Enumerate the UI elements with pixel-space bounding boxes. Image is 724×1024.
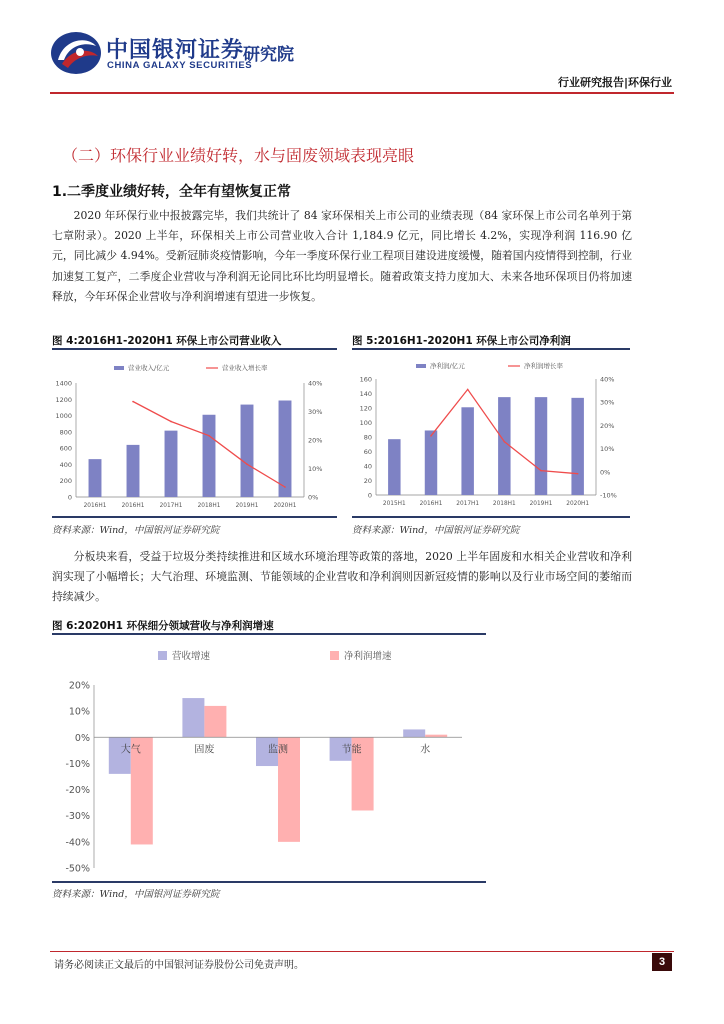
growth-point — [577, 473, 579, 475]
legend-swatch-series2 — [330, 651, 339, 660]
y-right-tick-label: -10% — [600, 491, 617, 500]
x-tick-label: 2018H1 — [197, 503, 221, 509]
section-title: （二）环保行业业绩好转，水与固废领域表现亮眼 — [62, 146, 415, 165]
growth-point — [504, 441, 506, 443]
y-right-tick-label: 20% — [308, 436, 323, 445]
figure4-caption: 图 4:2016H1-2020H1 环保上市公司营业收入 — [52, 335, 282, 347]
y-left-tick-label: 0 — [367, 491, 372, 500]
y-tick-label: 0% — [74, 732, 90, 744]
x-category-label: 大气 — [120, 744, 141, 756]
figure4-rule-bottom — [52, 516, 337, 518]
x-tick-label: 2019H1 — [235, 503, 259, 509]
y-tick-label: -40% — [65, 837, 90, 849]
y-tick-label: 20% — [68, 680, 90, 692]
y-left-tick-label: 800 — [59, 428, 72, 437]
figure6-caption: 图 6:2020H1 环保细分领域营收与净利润增速 — [52, 620, 274, 632]
y-left-tick-label: 40 — [363, 462, 372, 471]
y-left-tick-label: 0 — [67, 493, 72, 502]
footer-disclaimer: 请务必阅读正文最后的中国银河证券股份公司免责声明。 — [54, 960, 304, 971]
growth-point — [208, 435, 210, 437]
legend-label-bar: 营业收入/亿元 — [128, 364, 170, 372]
sub-title: 1.二季度业绩好转，全年有望恢复正常 — [52, 184, 292, 200]
y-left-tick-label: 400 — [59, 460, 72, 469]
legend-label-bar: 净利润/亿元 — [430, 362, 465, 370]
legend-swatch-bar — [114, 366, 124, 370]
figure5-rule-bottom — [352, 516, 630, 518]
x-tick-label: 2016H1 — [121, 503, 145, 509]
header-divider — [50, 92, 674, 94]
x-tick-label: 2018H1 — [492, 501, 516, 507]
growth-point — [467, 389, 469, 391]
y-left-tick-label: 20 — [363, 477, 372, 485]
bar — [127, 445, 140, 497]
y-left-tick-label: 120 — [359, 404, 372, 413]
y-left-tick-label: 200 — [59, 477, 72, 486]
legend-label-series1: 营收增速 — [172, 651, 211, 662]
x-category-label: 水 — [420, 744, 431, 756]
chart-figure4 — [52, 352, 337, 514]
y-left-tick-label: 600 — [59, 444, 72, 453]
galaxy-logo-icon — [50, 30, 102, 76]
x-tick-label: 2020H1 — [273, 503, 297, 509]
bar-series1 — [109, 737, 131, 774]
legend-swatch-series1 — [158, 651, 167, 660]
footer-divider — [50, 951, 674, 952]
x-tick-label: 2017H1 — [159, 503, 183, 509]
figure6-rule — [52, 633, 486, 635]
y-left-tick-label: 1000 — [55, 412, 72, 421]
y-right-tick-label: 0% — [600, 468, 611, 477]
y-right-tick-label: 30% — [308, 408, 323, 416]
bar-series1 — [182, 698, 204, 737]
legend-label-line: 营业收入增长率 — [222, 364, 268, 372]
report-type: 行业研究报告|环保行业 — [557, 76, 672, 89]
y-left-tick-label: 80 — [363, 433, 372, 442]
y-right-tick-label: 40% — [600, 375, 615, 384]
figure4-rule — [52, 348, 337, 350]
bar — [241, 405, 254, 497]
y-left-tick-label: 1400 — [55, 379, 72, 388]
y-left-tick-label: 160 — [359, 375, 372, 384]
bar — [535, 397, 547, 495]
x-category-label: 监测 — [268, 744, 288, 756]
y-right-tick-label: 20% — [600, 421, 615, 430]
growth-point — [430, 435, 432, 437]
y-right-tick-label: 30% — [600, 398, 615, 407]
bar-series1 — [403, 729, 425, 737]
page-number: 3 — [652, 953, 672, 971]
legend-label-series2: 净利润增速 — [344, 651, 392, 662]
bar — [89, 459, 102, 497]
growth-point — [132, 401, 134, 403]
x-tick-label: 2015H1 — [382, 501, 406, 507]
y-left-tick-label: 1200 — [55, 395, 72, 404]
x-category-label: 固废 — [194, 744, 215, 756]
brand-name-en: CHINA GALAXY SECURITIES — [107, 60, 253, 71]
paragraph-1: 2020 年环保行业中报披露完毕，我们共统计了 84 家环保相关上市公司的业绩表现（84 家环保上市公司名单列于第七章附录）。2020 上半年，环保相关上市公司营业收入合计 1,184.9 亿元，同比增长 4.2%，实现净利润 116.90 亿元，同比减少 4.94%。受新冠肺炎疫情影响，今年一季度环保行业工程项目建设进度缓慢，随着国内疫情得到控制，行业加速复工复产，二季度企业营收与净利润无论同比环比均明显增长。随着政策支持力度加大、未来各地环保项目仍将加速释放，今年环保企业营收与净利润增速有望进一步恢复。 — [52, 209, 632, 303]
bar — [461, 407, 473, 495]
bar — [203, 415, 216, 497]
x-category-label: 节能 — [341, 744, 362, 756]
legend-label-line: 净利润增长率 — [524, 362, 563, 370]
figure6-source: 资料来源：Wind，中国银河证券研究院 — [52, 889, 220, 900]
bar-series2 — [425, 735, 447, 738]
y-tick-label: 10% — [68, 706, 90, 718]
y-right-tick-label: 40% — [308, 379, 323, 388]
figure6-rule-bottom — [52, 881, 486, 883]
x-tick-label: 2020H1 — [566, 501, 590, 507]
y-left-tick-label: 100 — [359, 419, 372, 427]
brand-name-cn: 中国银河证券 — [106, 38, 245, 63]
bar — [571, 398, 583, 495]
figure5-source: 资料来源：Wind，中国银河证券研究院 — [352, 525, 520, 536]
bar — [279, 401, 292, 497]
brand-institute: 研究院 — [243, 45, 294, 65]
bar-series2 — [204, 706, 226, 737]
bar — [498, 397, 510, 495]
chart-figure5 — [352, 352, 630, 514]
y-tick-label: -30% — [65, 811, 90, 823]
paragraph-2: 分板块来看，受益于垃圾分类持续推进和区域水环境治理等政策的落地，2020 上半年固废和水相关企业营收和净利润实现了小幅增长；大气治理、环境监测、节能领域的企业营收和净利润则因新冠疫情的影响以及行业市场空间的萎缩而持续减少。 — [52, 550, 632, 604]
x-tick-label: 2016H1 — [83, 503, 107, 509]
growth-point — [540, 470, 542, 472]
growth-point — [284, 486, 286, 488]
x-tick-label: 2019H1 — [529, 501, 553, 507]
x-tick-label: 2017H1 — [456, 501, 480, 507]
y-left-tick-label: 140 — [359, 390, 372, 398]
growth-point — [170, 421, 172, 423]
figure4-source: 资料来源：Wind，中国银河证券研究院 — [52, 525, 220, 536]
y-right-tick-label: 0% — [308, 493, 319, 502]
x-tick-label: 2016H1 — [419, 501, 443, 507]
growth-point — [246, 463, 248, 465]
bar — [388, 439, 400, 495]
y-tick-label: -10% — [65, 758, 90, 770]
chart-figure6 — [52, 637, 486, 881]
y-left-tick-label: 60 — [363, 448, 372, 456]
legend-swatch-bar — [416, 364, 426, 368]
figure5-caption: 图 5:2016H1-2020H1 环保上市公司净利润 — [352, 335, 571, 347]
bar — [165, 431, 178, 497]
y-tick-label: -50% — [65, 863, 90, 875]
figure5-rule — [352, 348, 630, 350]
bar — [425, 430, 437, 495]
y-right-tick-label: 10% — [308, 465, 323, 473]
y-tick-label: -20% — [65, 785, 90, 797]
y-right-tick-label: 10% — [600, 445, 615, 454]
